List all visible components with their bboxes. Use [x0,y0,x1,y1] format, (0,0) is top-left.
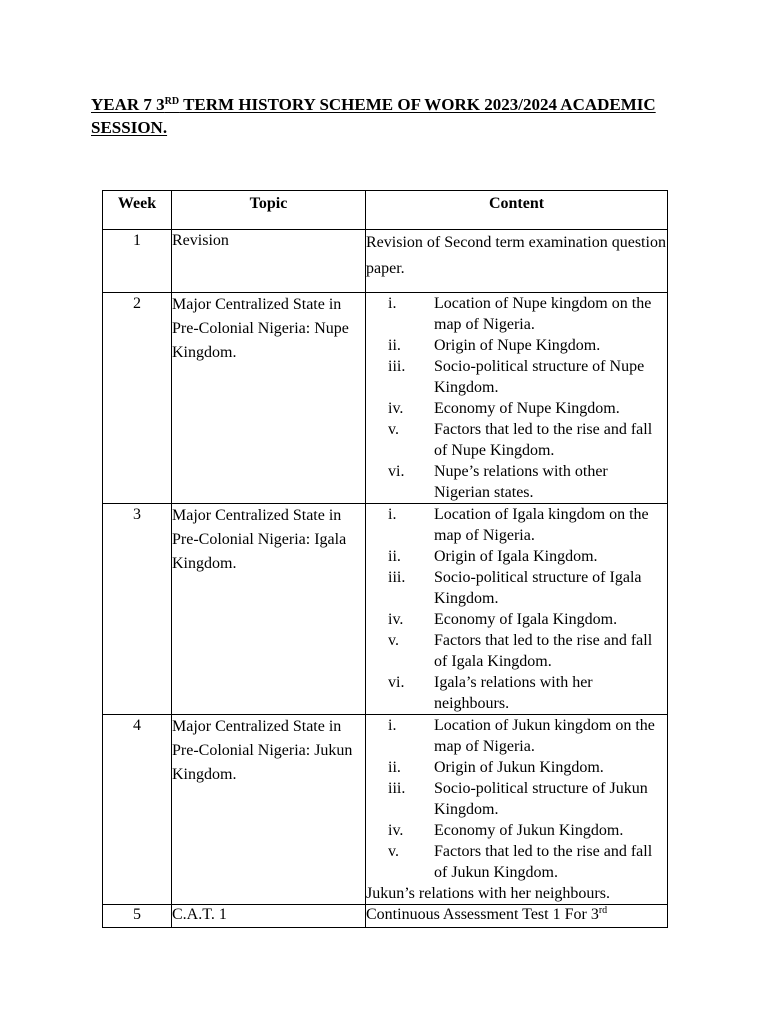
topic-cell: Major Centralized State in Pre-Colonial Nigeria: Nupe Kingdom. [172,293,366,504]
item-number: v. [388,421,399,438]
table-row [103,905,668,928]
table-row [103,293,668,504]
item-number: vi. [388,463,405,480]
week-number: 4 [103,715,172,905]
item-text: Factors that led to the rise and fall of Igala Kingdom. [434,632,653,670]
list-item [366,504,667,546]
content-superscript: rd [598,905,608,916]
table-header-row [103,191,668,230]
item-text: Location of Nupe kingdom on the map of Nigeria. [434,295,652,333]
item-text: Economy of Igala Kingdom. [434,611,618,628]
item-text: Location of Igala kingdom on the map of Nigeria. [434,506,649,544]
item-text: Socio-political structure of Jukun Kingdom. [434,780,648,818]
item-number: iii. [388,358,406,375]
list-item [366,567,667,609]
item-text: Factors that led to the rise and fall of Nupe Kingdom. [434,421,653,459]
item-number: i. [388,295,397,312]
item-text: Origin of Jukun Kingdom. [434,759,604,776]
list-item [366,419,667,461]
item-number: vi. [388,674,405,691]
item-number: ii. [388,759,401,776]
page-title [91,93,691,139]
list-item [366,715,667,757]
content-tail-line: Jukun’s relations with her neighbours. [366,885,610,902]
item-text: Factors that led to the rise and fall of Jukun Kingdom. [434,843,653,881]
item-text: Nupe’s relations with other Nigerian states. [434,463,608,501]
list-item [366,335,667,356]
item-number: i. [388,717,397,734]
list-item [366,356,667,398]
content-text: Continuous Assessment Test 1 For 3 [366,906,599,923]
content-cell [366,293,668,504]
list-item [366,293,667,335]
topic-cell: Major Centralized State in Pre-Colonial Nigeria: Jukun Kingdom. [172,715,366,905]
item-number: i. [388,506,397,523]
week-column-header: Week [103,191,172,230]
item-text: Location of Jukun kingdom on the map of Nigeria. [434,717,655,755]
list-item [366,672,667,714]
content-column-header: Content [366,191,668,230]
item-number: iv. [388,611,404,628]
table-row [103,504,668,715]
list-item [366,778,667,820]
item-number: v. [388,843,399,860]
item-text: Economy of Jukun Kingdom. [434,822,624,839]
item-number: ii. [388,548,401,565]
list-item [366,630,667,672]
page-title-superscript: RD [164,96,180,107]
content-cell [366,905,668,928]
content-list [366,293,667,503]
content-list [366,504,667,714]
page-title-part1: YEAR 7 3 [91,95,165,114]
list-item [366,398,667,419]
item-text: Origin of Igala Kingdom. [434,548,598,565]
item-text: Socio-political structure of Nupe Kingdom. [434,358,645,396]
topic-cell: Revision [172,230,366,293]
content-cell [366,715,668,905]
content-cell: Revision of Second term examination question paper. [366,230,668,293]
topic-cell: Major Centralized State in Pre-Colonial Nigeria: Igala Kingdom. [172,504,366,715]
item-text: Igala’s relations with her neighbours. [434,674,593,712]
topic-cell: C.A.T. 1 [172,905,366,928]
table-row [103,715,668,905]
page-title-part2: TERM HISTORY SCHEME OF WORK 2023/2024 ACADEMIC SESSION. [91,95,656,137]
item-number: iii. [388,780,406,797]
week-number: 1 [103,230,172,293]
week-number: 3 [103,504,172,715]
list-item [366,609,667,630]
item-number: iv. [388,400,404,417]
item-text: Socio-political structure of Igala Kingdom. [434,569,642,607]
item-text: Origin of Nupe Kingdom. [434,337,601,354]
week-number: 5 [103,905,172,928]
list-item [366,461,667,503]
list-item [366,546,667,567]
list-item [366,841,667,883]
list-item [366,820,667,841]
list-item [366,757,667,778]
item-number: ii. [388,337,401,354]
item-text: Economy of Nupe Kingdom. [434,400,620,417]
content-cell [366,504,668,715]
item-number: iv. [388,822,404,839]
item-number: iii. [388,569,406,586]
item-number: v. [388,632,399,649]
table-row [103,230,668,293]
week-number: 2 [103,293,172,504]
topic-column-header: Topic [172,191,366,230]
scheme-of-work-table [102,190,668,928]
content-list [366,715,667,883]
